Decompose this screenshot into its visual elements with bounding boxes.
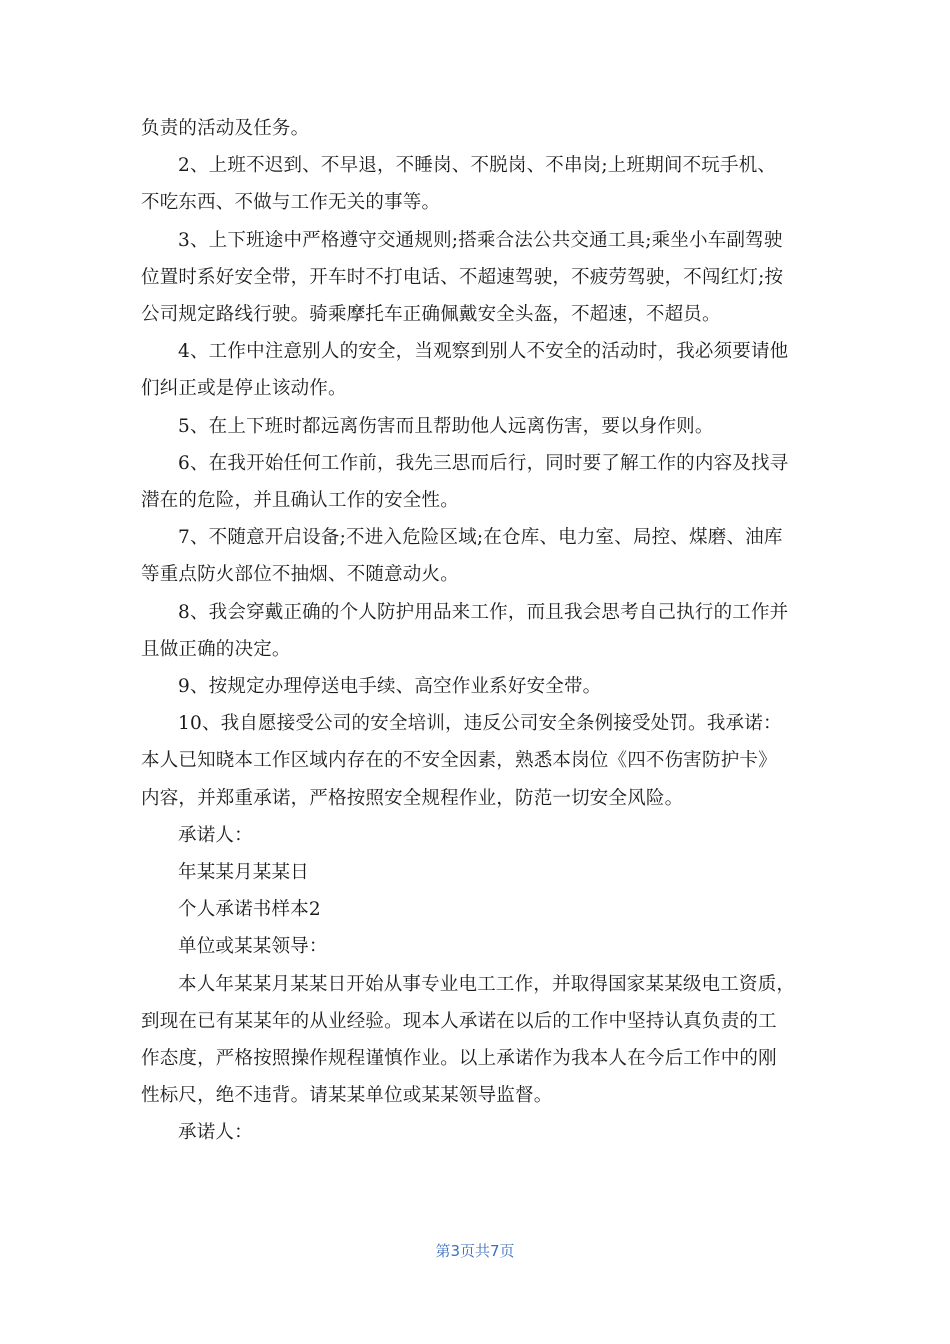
text-line: 负责的活动及任务。: [141, 118, 310, 139]
text-line: 承诺人：: [178, 824, 253, 846]
text-line: 作态度，严格按照操作规程谨慎作业。以上承诺作为我本人在今后工作中的刚: [141, 1048, 777, 1069]
text-line: 5、在上下班时都远离伤害而且帮助他人远离伤害，要以身作则。: [178, 415, 714, 437]
text-line: 个人承诺书样本2: [178, 899, 321, 921]
text-line: 9、按规定办理停送电手续、高空作业系好安全带。: [178, 676, 602, 697]
text-line: 位置时系好安全带，开车时不打电话、不超速驾驶，不疲劳驾驶，不闯红灯;按: [141, 266, 784, 288]
text-line: 们纠正或是停止该动作。: [141, 378, 347, 400]
text-line: 单位或某某领导：: [178, 936, 328, 958]
text-line: 本人年某某月某某日开始从事专业电工工作，并取得国家某某级电工资质，: [178, 973, 796, 995]
text-line: 6、在我开始任何工作前，我先三思而后行，同时要了解工作的内容及找寻: [178, 452, 789, 474]
text-line: 公司规定路线行驶。骑乘摩托车正确佩戴安全头盔，不超速，不超员。: [141, 304, 721, 325]
text-line: 年某某月某某日: [178, 862, 309, 883]
text-line: 7、不随意开启设备;不进入危险区域;在仓库、电力室、局控、煤磨、油库: [178, 527, 783, 549]
text-line: 3、上下班途中严格遵守交通规则;搭乘合法公共交通工具;乘坐小车副驾驶: [178, 229, 783, 251]
text-line: 2、上班不迟到、不早退，不睡岗、不脱岗、不串岗;上班期间不玩手机、: [178, 155, 777, 177]
text-line: 10、我自愿接受公司的安全培训，违反公司安全条例接受处罚。我承诺：: [178, 713, 782, 735]
text-line: 本人已知晓本工作区域内存在的不安全因素，熟悉本岗位《四不伤害防护卡》: [141, 750, 777, 772]
text-line: 性标尺，绝不违背。请某某单位或某某领导监督。: [141, 1085, 553, 1107]
text-line: 潜在的危险，并且确认工作的安全性。: [141, 490, 459, 511]
text-line: 内容，并郑重承诺，严格按照安全规程作业，防范一切安全风险。: [141, 787, 684, 809]
text-line: 承诺人：: [178, 1122, 253, 1144]
text-line: 不吃东西、不做与工作无关的事等。: [141, 192, 441, 214]
text-line: 8、我会穿戴正确的个人防护用品来工作，而且我会思考自己执行的工作并: [178, 601, 789, 623]
text-line: 且做正确的决定。: [141, 638, 291, 660]
page-number: 第3页共7页: [435, 1242, 515, 1260]
text-line: 等重点防火部位不抽烟、不随意动火。: [141, 564, 459, 586]
text-line: 4、工作中注意别人的安全，当观察到别人不安全的活动时，我必须要请他: [178, 341, 789, 363]
text-line: 到现在已有某某年的从业经验。现本人承诺在以后的工作中坚持认真负责的工: [141, 1010, 777, 1032]
